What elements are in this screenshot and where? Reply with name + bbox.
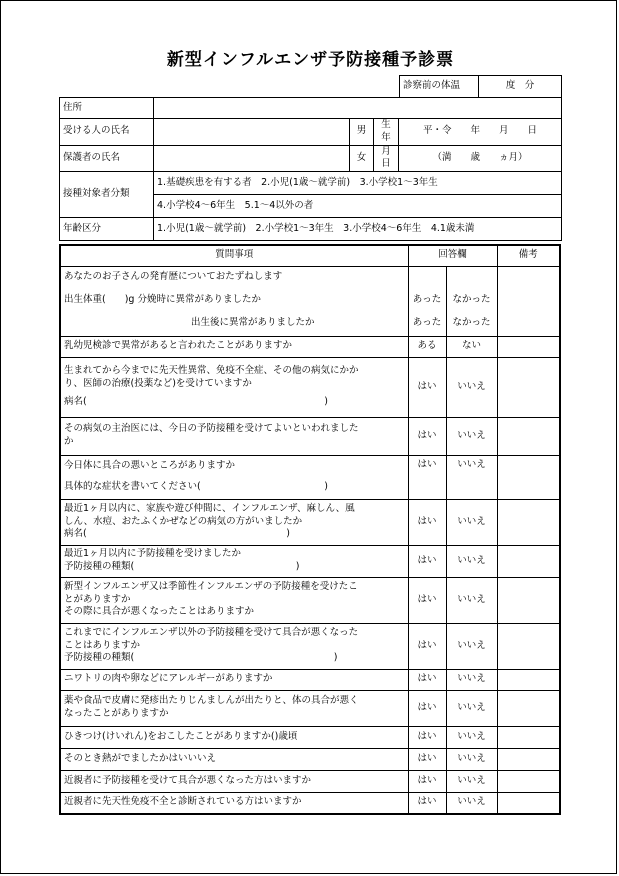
answer-no-5[interactable]: いいえ xyxy=(446,455,497,499)
answer-no-1b[interactable]: なかった xyxy=(446,312,497,336)
question-5-line-2: 具体的な症状を書いてください( ) xyxy=(64,481,328,492)
answer-no-8[interactable]: いいえ xyxy=(446,577,497,623)
temperature-label: 診察前の体温 xyxy=(400,76,479,98)
age-field[interactable]: （満 歳 ヵ月） xyxy=(399,145,562,172)
answer-yes-9[interactable]: はい xyxy=(408,623,446,669)
answer-yes-10[interactable]: はい xyxy=(408,669,446,690)
note-cell-9[interactable] xyxy=(497,623,560,669)
question-6-line-3: 病名( ) xyxy=(64,528,290,540)
question-9-line-3: 予防接種の種類( ) xyxy=(64,652,338,664)
question-15: 近親者に先天性免疫不全と診断されている方はいますか xyxy=(60,792,408,814)
note-cell-8[interactable] xyxy=(497,577,560,623)
question-table xyxy=(59,244,561,815)
answer-yes-12[interactable]: はい xyxy=(408,726,446,748)
birth-label-2: 月日 xyxy=(374,145,399,172)
question-9-line-2: ことはありますか xyxy=(64,639,141,651)
question-7-line-1: 最近1ヶ月以内に予防接種を受けましたか xyxy=(64,548,242,560)
note-cell-4[interactable] xyxy=(497,417,560,455)
question-4 xyxy=(60,417,408,455)
question-13: そのとき熱がでましたかはいいいえ xyxy=(60,748,408,770)
birth-label-1: 生年 xyxy=(374,119,399,146)
note-cell-2[interactable] xyxy=(497,336,560,357)
answer-yes-1a[interactable]: あった xyxy=(408,288,446,312)
question-2: 乳幼児検診で異常があると言われたことがありますか xyxy=(60,336,408,357)
answer-no-3[interactable]: いいえ xyxy=(446,357,497,417)
note-cell-6[interactable] xyxy=(497,499,560,545)
question-1-line-2: 出生体重( )g 分娩時に異常がありましたか xyxy=(60,288,408,312)
question-5 xyxy=(60,455,408,499)
question-9-line-1: これまでにインフルエンザ以外の予防接種を受けて具合が悪くなった xyxy=(64,626,359,638)
note-cell-13[interactable] xyxy=(497,748,560,770)
answer-yes-13[interactable]: はい xyxy=(408,748,446,770)
question-3-line-2: り、医師の治療(投薬など)を受けていますか xyxy=(64,377,252,389)
answer-no-14[interactable]: いいえ xyxy=(446,770,497,792)
question-8 xyxy=(60,577,408,623)
category-label: 接種対象者分類 xyxy=(60,172,154,218)
answer-yes-8[interactable]: はい xyxy=(408,577,446,623)
note-cell-12[interactable] xyxy=(497,726,560,748)
answer-yes-4[interactable]: はい xyxy=(408,417,446,455)
question-10: ニワトリの肉や卵などにアレルギーがありますか xyxy=(60,669,408,690)
question-4-line-2: か xyxy=(64,436,74,447)
answer-yes-2[interactable]: ある xyxy=(408,336,446,357)
note-cell-15[interactable] xyxy=(497,792,560,814)
question-3-line-3: 病名( ) xyxy=(64,396,328,408)
answer-yes-5[interactable]: はい xyxy=(408,455,446,499)
question-6-line-2: しん、水痘、おたふくかぜなどの病気の方がいましたか xyxy=(64,515,303,527)
address-field[interactable] xyxy=(154,98,562,119)
question-11 xyxy=(60,690,408,726)
answer-no-11[interactable]: いいえ xyxy=(446,690,497,726)
question-7 xyxy=(60,545,408,577)
note-cell-3[interactable] xyxy=(497,357,560,417)
sex-female[interactable]: 女 xyxy=(350,145,374,172)
category-options-2[interactable]: 4.小学校4～6年生 5.1～4以外の者 xyxy=(154,195,562,218)
answer-no-2[interactable]: ない xyxy=(446,336,497,357)
note-cell-11[interactable] xyxy=(497,690,560,726)
recipient-name-field[interactable] xyxy=(154,119,350,146)
note-cell-5[interactable] xyxy=(497,455,560,499)
address-label: 住所 xyxy=(60,98,154,119)
question-6 xyxy=(60,499,408,545)
question-6-line-1: 最近1ヶ月以内に、家族や遊び仲間に、インフルエンザ、麻しん、風 xyxy=(64,502,355,514)
answer-yes-3[interactable]: はい xyxy=(408,357,446,417)
question-8-line-2: とがありますか xyxy=(64,593,131,605)
answer-no-7[interactable]: いいえ xyxy=(446,545,497,577)
recipient-name-label: 受ける人の氏名 xyxy=(60,119,154,146)
question-3 xyxy=(60,357,408,417)
guardian-name-label: 保護者の氏名 xyxy=(60,145,154,172)
answer-no-12[interactable]: いいえ xyxy=(446,726,497,748)
temperature-box xyxy=(399,75,562,98)
question-12: ひきつけ(けいれん)をおこしたことがありますか()歳頃 xyxy=(60,726,408,748)
question-9 xyxy=(60,623,408,669)
answer-yes-1b[interactable]: あった xyxy=(408,312,446,336)
question-7-line-2: 予防接種の種類( ) xyxy=(64,561,300,572)
question-header: 質問事項 xyxy=(60,245,408,266)
note-header: 備考 xyxy=(497,245,560,266)
answer-yes-6[interactable]: はい xyxy=(408,499,446,545)
answer-no-6[interactable]: いいえ xyxy=(446,499,497,545)
answer-no-13[interactable]: いいえ xyxy=(446,748,497,770)
answer-no-9[interactable]: いいえ xyxy=(446,623,497,669)
question-4-line-1: その病気の主治医には、今日の予防接種を受けてよいといわれました xyxy=(64,423,359,435)
note-cell-14[interactable] xyxy=(497,770,560,792)
answer-yes-15[interactable]: はい xyxy=(408,792,446,814)
question-5-line-1: 今日体に具合の悪いところがありますか xyxy=(64,460,236,472)
note-cell-1[interactable] xyxy=(497,266,560,336)
note-cell-10[interactable] xyxy=(497,669,560,690)
age-group-options[interactable]: 1.小児(1歳～就学前) 2.小学校1～3年生 3.小学校4～6年生 4.1歳未満 xyxy=(154,218,562,241)
answer-no-10[interactable]: いいえ xyxy=(446,669,497,690)
answer-yes-14[interactable]: はい xyxy=(408,770,446,792)
answer-yes-11[interactable]: はい xyxy=(408,690,446,726)
answer-no-15[interactable]: いいえ xyxy=(446,792,497,814)
answer-no-1a[interactable]: なかった xyxy=(446,288,497,312)
guardian-name-field[interactable] xyxy=(154,145,350,172)
question-8-line-3: その際に具合が悪くなったことはありますか xyxy=(64,606,255,618)
form-title: 新型インフルエンザ予防接種予診票 xyxy=(166,50,455,70)
answer-no-4[interactable]: いいえ xyxy=(446,417,497,455)
answer-yes-7[interactable]: はい xyxy=(408,545,446,577)
question-8-line-1: 新型インフルエンザ又は季節性インフルエンザの予防接種を受けたこ xyxy=(64,580,358,592)
question-1-line-1: あなたのお子さんの発育歴についておたずねします xyxy=(60,266,408,288)
sex-male[interactable]: 男 xyxy=(350,119,374,146)
answer-header: 回答欄 xyxy=(408,245,497,266)
question-3-line-1: 生まれてから今までに先天性異常、免疫不全症、その他の病気にかか xyxy=(64,364,359,376)
temperature-field[interactable]: 度 分 xyxy=(479,76,562,98)
question-11-line-2: なったことがありますか xyxy=(64,708,169,719)
question-11-line-1: 薬や食品で皮膚に発疹出たりじんましんが出たりと、体の具合が悪く xyxy=(64,695,359,707)
note-cell-7[interactable] xyxy=(497,545,560,577)
personal-info-table xyxy=(59,97,562,241)
question-14: 近親者に予防接種を受けて具合が悪くなった方はいますか xyxy=(60,770,408,792)
birth-date-field[interactable]: 平・令 年 月 日 xyxy=(399,119,562,146)
question-1-line-3: 出生後に異常がありましたか xyxy=(60,312,408,336)
age-group-label: 年齢区分 xyxy=(60,218,154,241)
category-options-1[interactable]: 1.基礎疾患を有する者 2.小児(1歳～就学前) 3.小学校1～3年生 xyxy=(154,172,562,195)
